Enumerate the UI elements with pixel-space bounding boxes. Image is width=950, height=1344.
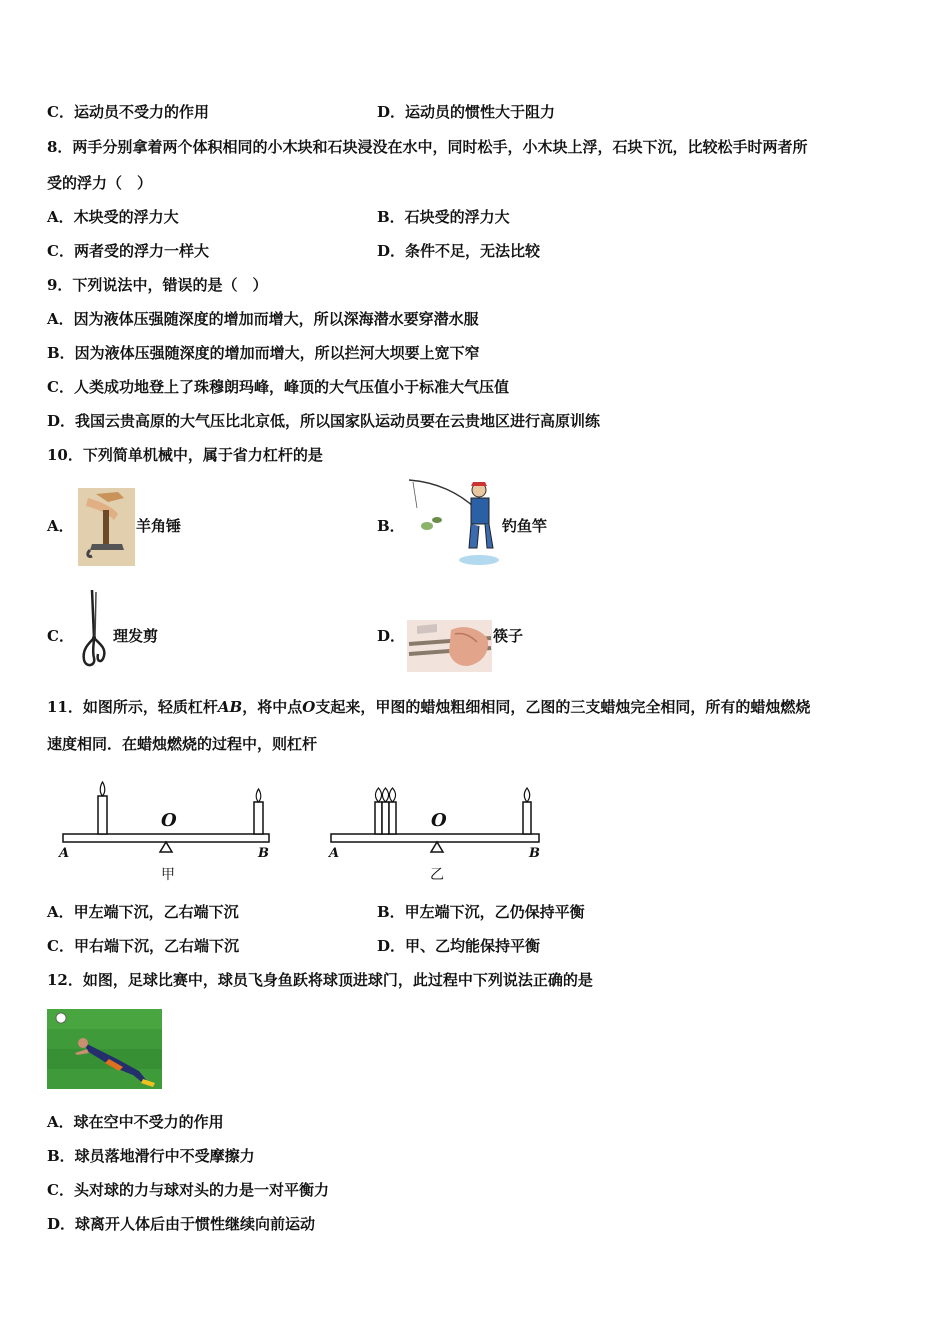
q9-option-a: A．因为液体压强随深度的增加而增大，所以深海潜水要穿潜水服 xyxy=(47,310,479,328)
q8-option-b: B．石块受的浮力大 xyxy=(377,208,510,226)
football-header-image xyxy=(47,1009,162,1089)
q8-option-c: C．两者受的浮力一样大 xyxy=(47,242,209,260)
q7-option-d: D．运动员的惯性大于阻力 xyxy=(377,103,556,121)
lever-yi-label-a: A xyxy=(329,846,340,861)
claw-hammer-image xyxy=(78,488,135,566)
q10-option-b-letter: B． xyxy=(377,517,405,535)
scissors-image xyxy=(74,588,112,674)
q11-point-o: O xyxy=(302,698,316,716)
q12-option-a: A．球在空中不受力的作用 xyxy=(47,1113,224,1131)
q9-option-b: B．因为液体压强随深度的增加而增大，所以拦河大坝要上宽下窄 xyxy=(47,344,480,362)
chopsticks-image xyxy=(407,620,492,672)
q11-stem-post: 支起来，甲图的蜡烛粗细相同，乙图的三支蜡烛完全相同，所有的蜡烛燃烧 xyxy=(315,698,811,716)
lever-yi-caption: 乙 xyxy=(430,867,444,883)
q12-option-c: C．头对球的力与球对头的力是一对平衡力 xyxy=(47,1181,329,1199)
q11-stem-pre: 11．如图所示，轻质杠杆 xyxy=(47,698,218,716)
q11-option-c: C．甲右端下沉，乙右端下沉 xyxy=(47,937,239,955)
lever-jia-label-b: B xyxy=(258,846,269,861)
q12-option-b: B．球员落地滑行中不受摩擦力 xyxy=(47,1147,255,1165)
q10-stem: 10．下列简单机械中，属于省力杠杆的是 xyxy=(47,446,323,464)
q8-option-a: A．木块受的浮力大 xyxy=(47,208,179,226)
q7-option-c: C．运动员不受力的作用 xyxy=(47,103,209,121)
q9-stem: 9．下列说法中，错误的是（ ） xyxy=(47,276,268,294)
q10-option-d-letter: D． xyxy=(377,627,406,645)
q11-stem-line2: 速度相同．在蜡烛燃烧的过程中，则杠杆 xyxy=(47,735,318,753)
fishing-rod-image xyxy=(405,478,500,570)
q9-option-c: C．人类成功地登上了珠穆朗玛峰，峰顶的大气压值小于标准大气压值 xyxy=(47,378,509,396)
q11-stem-line1 xyxy=(47,696,810,717)
q12-option-d: D．球离开人体后由于惯性继续向前运动 xyxy=(47,1215,316,1233)
q11-option-b: B．甲左端下沉，乙仍保持平衡 xyxy=(377,903,585,921)
q8-stem-line1: 8．两手分别拿着两个体积相同的小木块和石块浸没在水中，同时松手，小木块上浮，石块下沉，比较松手时两者所 xyxy=(47,138,808,156)
q10-option-b-label: 钓鱼竿 xyxy=(502,517,548,535)
q10-option-a-letter: A． xyxy=(47,517,74,535)
lever-jia-label-a: A xyxy=(59,846,70,861)
q8-stem-line2: 受的浮力（ ） xyxy=(47,174,153,192)
q8-option-d: D．条件不足，无法比较 xyxy=(377,242,541,260)
q11-option-d: D．甲、乙均能保持平衡 xyxy=(377,937,541,955)
q11-option-a: A．甲左端下沉，乙右端下沉 xyxy=(47,903,239,921)
lever-yi-label-b: B xyxy=(529,846,540,861)
lever-yi-label-o: O xyxy=(431,810,447,831)
lever-jia-caption: 甲 xyxy=(161,867,175,883)
q10-option-c-label: 理发剪 xyxy=(113,627,159,645)
q9-option-d: D．我国云贵高原的大气压比北京低，所以国家队运动员要在云贵地区进行高原训练 xyxy=(47,412,601,430)
q12-stem: 12．如图，足球比赛中，球员飞身鱼跃将球顶进球门，此过程中下列说法正确的是 xyxy=(47,971,593,989)
lever-jia-label-o: O xyxy=(161,810,177,831)
q10-option-a-label: 羊角锤 xyxy=(136,517,182,535)
q11-stem-mid: ，将中点 xyxy=(242,698,303,716)
q10-option-d-label: 筷子 xyxy=(493,627,524,645)
q10-option-c-letter: C． xyxy=(47,627,74,645)
q11-lever-ab: AB xyxy=(217,698,243,716)
